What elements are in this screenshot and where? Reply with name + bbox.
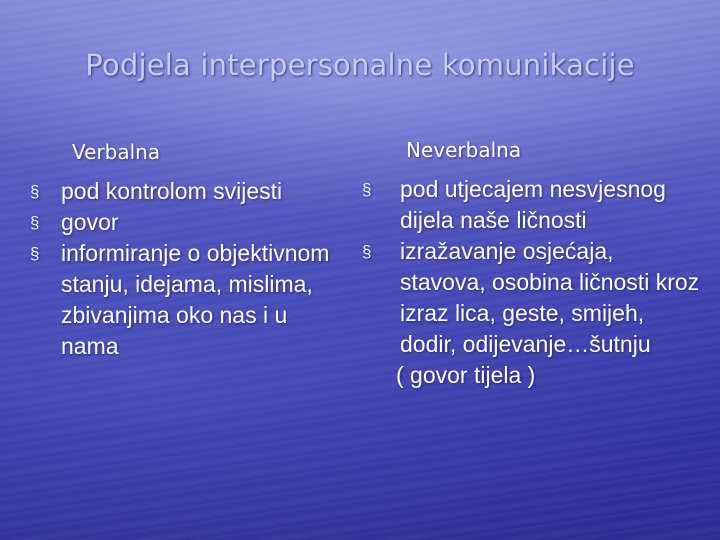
left-bullet-list bbox=[30, 176, 350, 362]
list-item-text: informiranje o objektivnom stanju, idejama, mislima, zbivanjima oko nas i u nama bbox=[61, 240, 330, 359]
right-column-nonverbal bbox=[360, 138, 700, 391]
left-column-heading: Verbalna bbox=[72, 140, 161, 164]
list-item bbox=[360, 174, 700, 236]
list-item bbox=[30, 238, 350, 362]
list-item bbox=[30, 176, 350, 207]
body-language-note: ( govor tijela ) bbox=[396, 362, 536, 388]
bullet-icon: § bbox=[30, 182, 40, 201]
bullet-icon: § bbox=[30, 213, 40, 232]
slide-title: Podjela interpersonalne komunikacije bbox=[85, 48, 635, 82]
left-column-verbal bbox=[30, 140, 350, 362]
list-item-text: izražavanje osjećaja, stavova, osobina ličnosti kroz izraz lica, geste, smijeh, dodir, odijevanje…šutnju bbox=[400, 238, 700, 357]
bullet-icon: § bbox=[30, 244, 40, 263]
right-column-heading: Neverbalna bbox=[406, 138, 522, 162]
right-bullet-list bbox=[360, 174, 700, 360]
list-item bbox=[360, 236, 700, 360]
bullet-icon: § bbox=[362, 242, 372, 261]
bullet-icon: § bbox=[362, 180, 372, 199]
list-item-text: pod kontrolom svijesti bbox=[61, 178, 283, 204]
list-item bbox=[30, 207, 350, 238]
list-item-text: govor bbox=[61, 209, 119, 235]
list-item-text: pod utjecajem nesvjesnog dijela naše ličnosti bbox=[400, 176, 666, 233]
